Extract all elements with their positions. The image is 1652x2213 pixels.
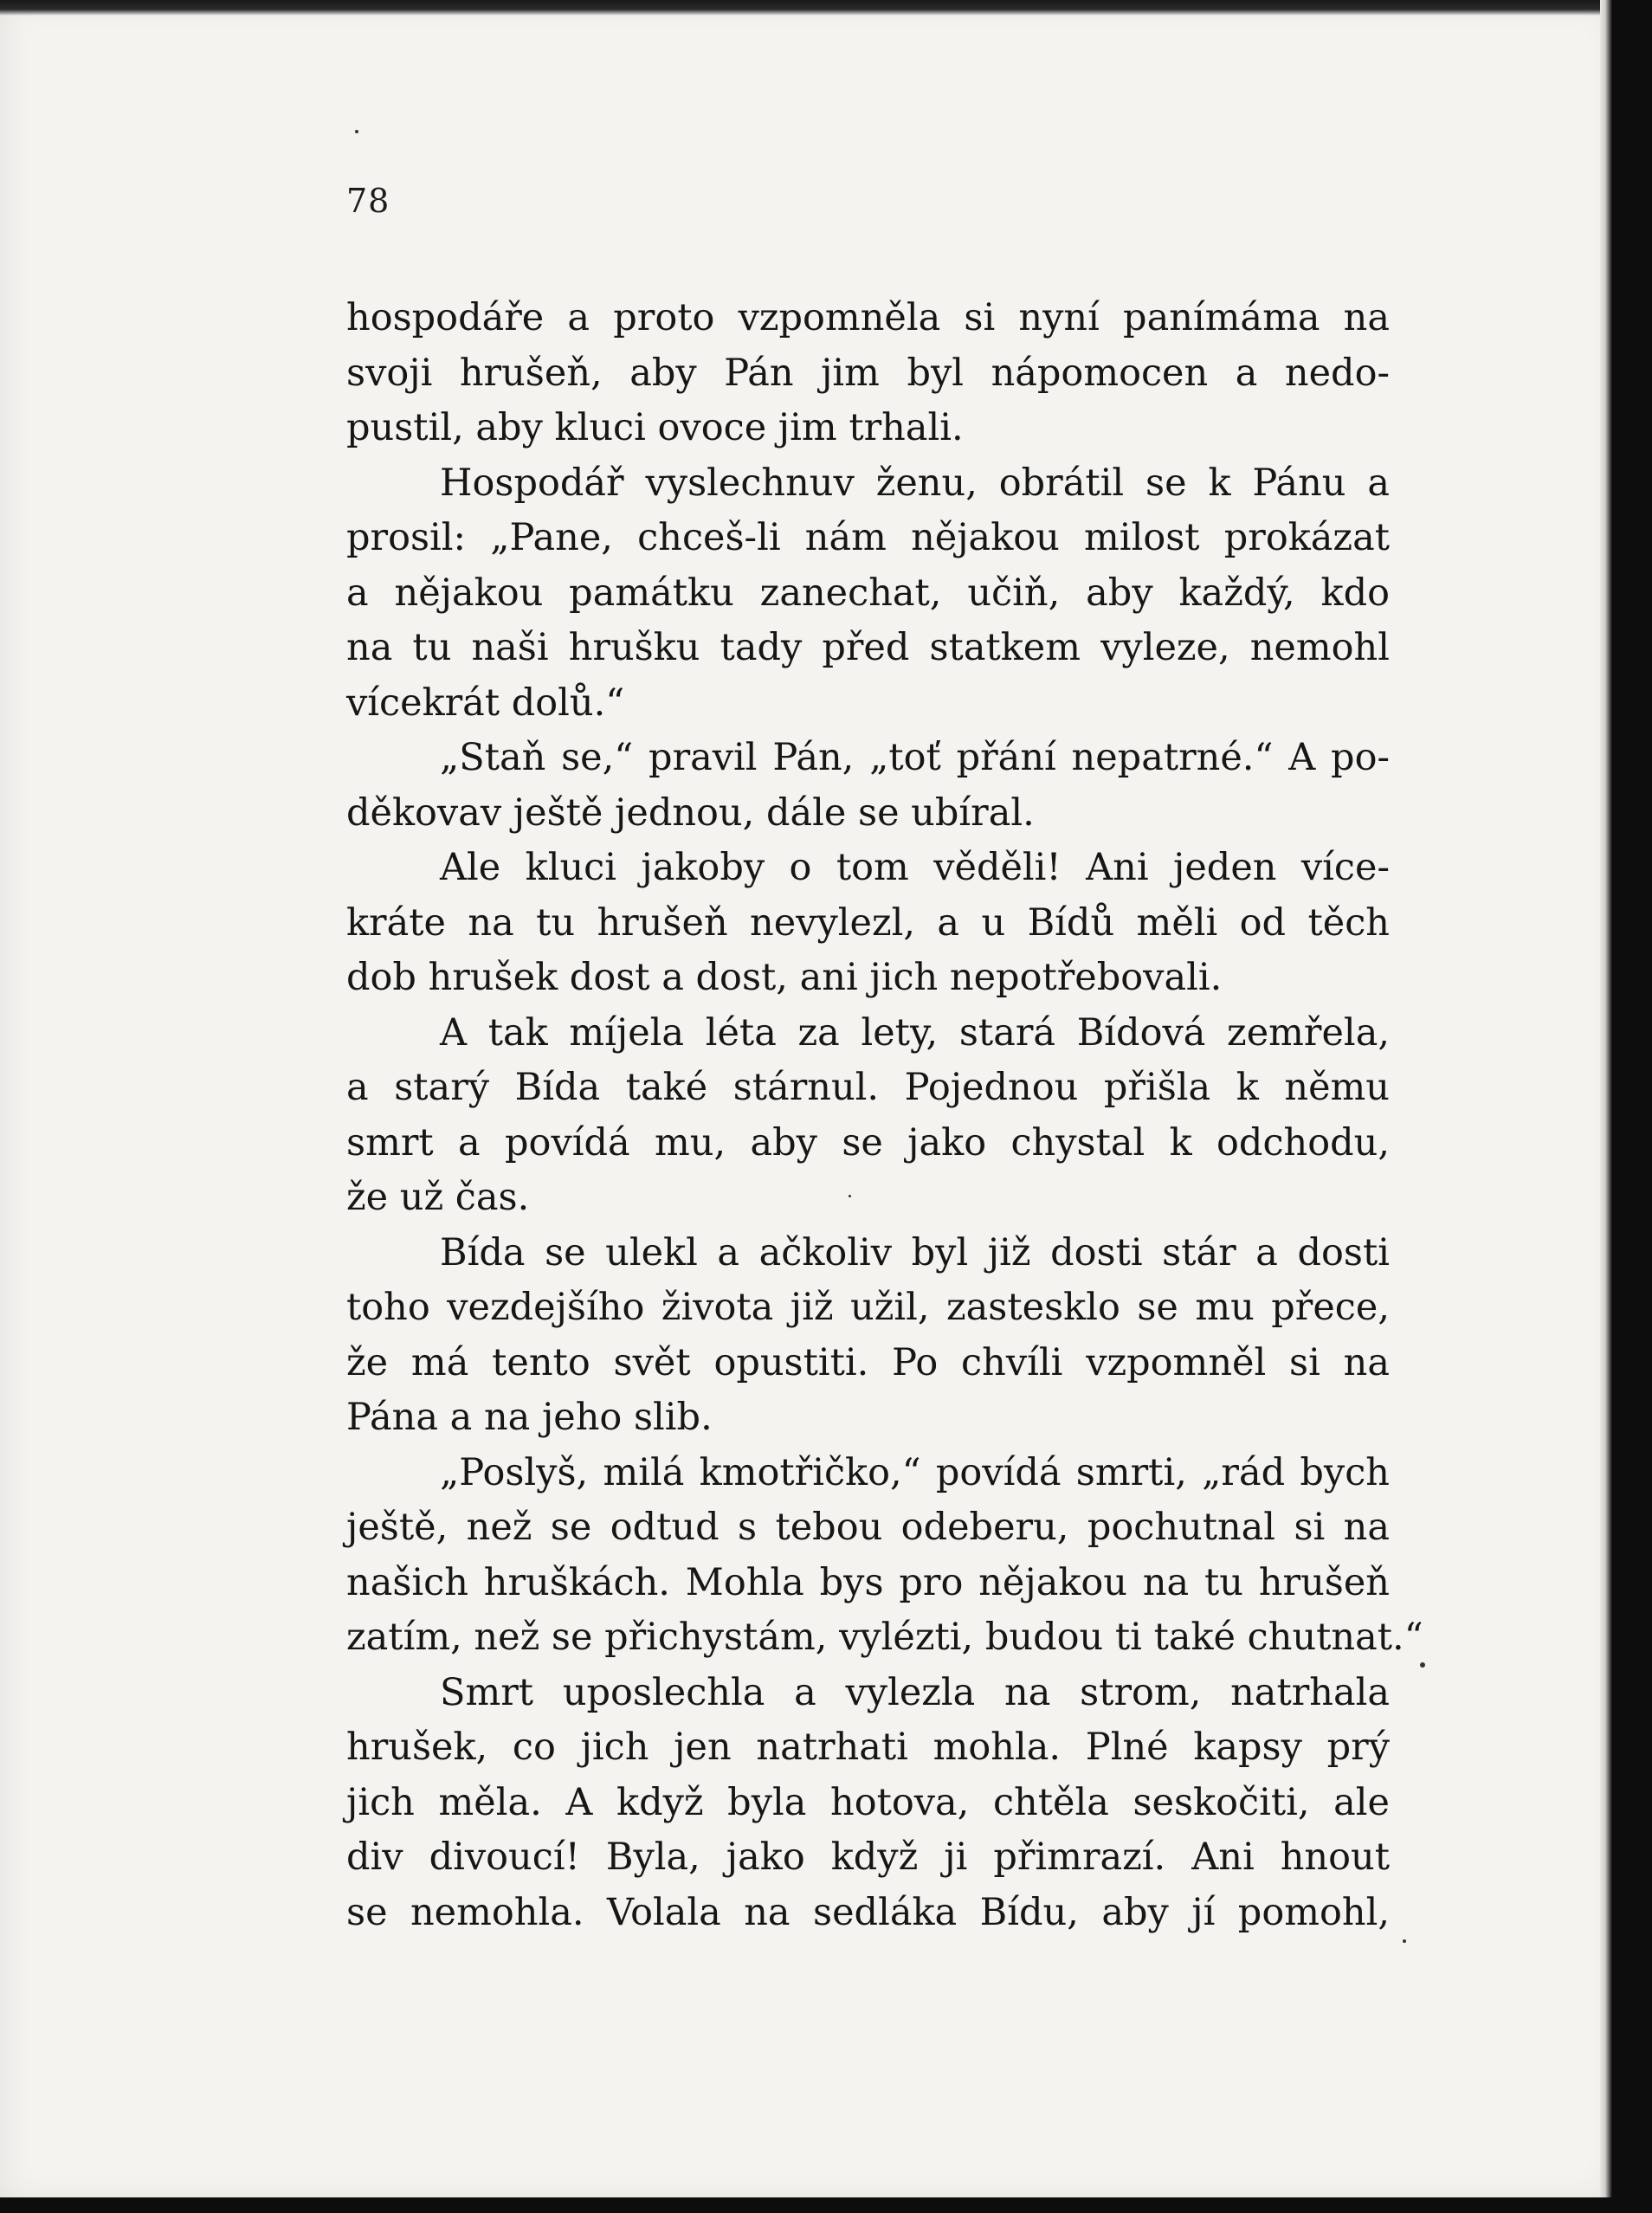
text-line: prosil: „Pane, chceš-li nám nějakou milost prokázat: [346, 516, 1390, 559]
text-line: našich hruškách. Mohla bys pro nějakou na tu hrušeň: [346, 1560, 1390, 1604]
scan-top-edge: [0, 0, 1617, 16]
text-line: toho vezdejšího života již užil, zastesklo se mu přece,: [346, 1286, 1390, 1329]
page-number: 78: [346, 182, 390, 220]
scan-speck: [1403, 1939, 1406, 1943]
text-line: že už čas.: [346, 1176, 530, 1219]
scan-right-edge: [1600, 0, 1652, 2213]
text-line: ještě, než se odtud s tebou odeberu, pochutnal si na: [346, 1506, 1390, 1549]
text-line: se nemohla. Volala na sedláka Bídu, aby jí pomohl,: [346, 1890, 1390, 1934]
body-text: [346, 291, 1423, 1940]
text-line: na tu naši hrušku tady před statkem vyleze, nemohl: [346, 626, 1390, 669]
text-line: a starý Bída také stárnul. Pojednou přišla k němu: [346, 1066, 1390, 1109]
text-line: Smrt uposlechla a vylezla na strom, natrhala: [440, 1670, 1390, 1714]
text-line: děkovav ještě jednou, dále se ubíral.: [346, 790, 1035, 835]
text-line: jich měla. A když byla hotova, chtěla seskočiti, ale: [346, 1780, 1390, 1824]
scan-bottom-edge: [0, 2197, 1652, 2213]
scan-speck: [1420, 1662, 1425, 1668]
text-line: zatím, než se přichystám, vylézti, budou ti také chutnat.“: [346, 1616, 1423, 1659]
text-line: smrt a povídá mu, aby se jako chystal k odchodu,: [346, 1120, 1390, 1165]
text-line: že má tento svět opustiti. Po chvíli vzpomněl si na: [346, 1340, 1390, 1384]
text-line: Hospodář vyslechnuv ženu, obrátil se k Pánu a: [440, 461, 1390, 505]
text-line: hrušek, co jich jen natrhati mohla. Plné kapsy prý: [346, 1726, 1390, 1769]
text-line: Bída se ulekl a ačkoliv byl již dosti stár a dosti: [440, 1230, 1390, 1274]
text-line: a nějakou památku zanechat, učiň, aby každý, kdo: [346, 571, 1390, 615]
text-line: dob hrušek dost a dost, ani jich nepotřebovali.: [346, 956, 1223, 999]
text-line: div divoucí! Byla, jako když ji přimrazí. Ani hnout: [346, 1836, 1390, 1879]
text-line: „Staň se,“ pravil Pán, „toť přání nepatrné.“ A po-: [440, 736, 1390, 779]
text-line: A tak míjela léta za lety, stará Bídová zemřela,: [440, 1010, 1390, 1055]
text-line: vícekrát dolů.“: [346, 681, 625, 725]
text-line: Ale kluci jakoby o tom věděli! Ani jeden více-: [440, 846, 1390, 889]
text-line: „Poslyš, milá kmotřičko,“ povídá smrti, „rád bych: [440, 1450, 1390, 1494]
text-line: hospodáře a proto vzpomněla si nyní panímáma na: [346, 296, 1390, 339]
text-line: kráte na tu hrušeň nevylezl, a u Bídů měli od těch: [346, 900, 1390, 945]
text-line: svoji hrušeň, aby Pán jim byl nápomocen a nedo-: [346, 351, 1390, 395]
scan-speck: [355, 130, 358, 133]
text-line: Pána a na jeho slib.: [346, 1396, 713, 1439]
text-line: pustil, aby kluci ovoce jim trhali.: [346, 406, 964, 449]
scan-speck: [849, 1195, 851, 1197]
